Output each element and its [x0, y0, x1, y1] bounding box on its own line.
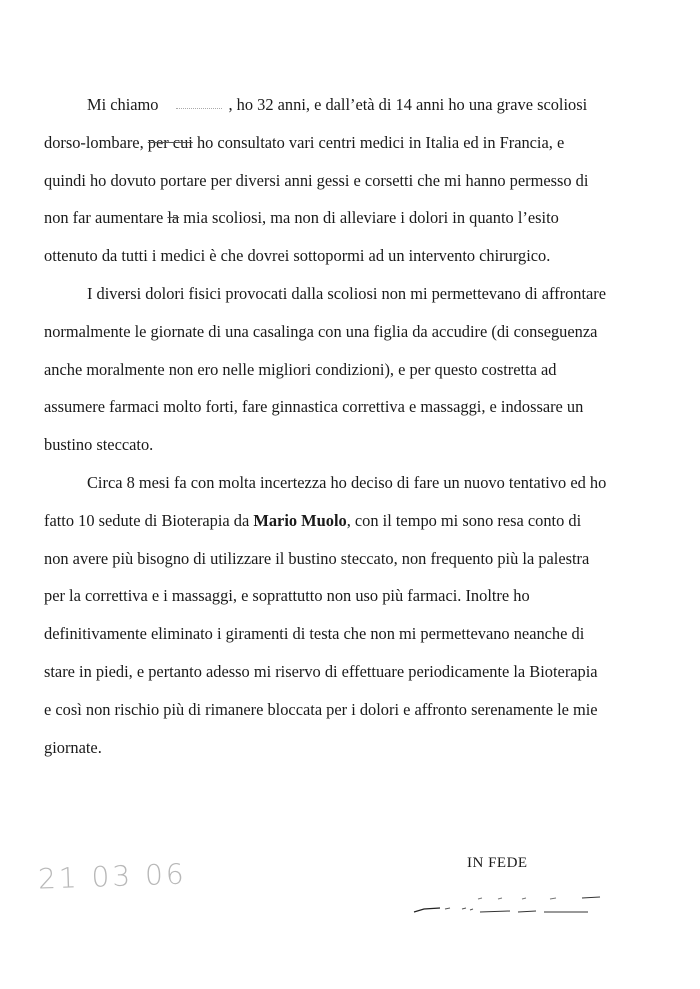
text-line: non far aumentare la mia scoliosi, ma non di alleviare i dolori in quanto l’esito — [44, 208, 559, 228]
text-line: stare in piedi, e pertanto adesso mi riservo di effettuare periodicamente la Bioterapia — [44, 661, 598, 681]
text-line: Mi chiamo , ho 32 anni, e dall’età di 14 anni ho una grave scoliosi — [87, 95, 588, 114]
text-line: anche moralmente non ero nelle migliori condizioni), e per questo costretta ad — [44, 359, 557, 379]
struck-text: la — [167, 208, 180, 228]
redacted-name — [158, 99, 228, 113]
paragraph-1 — [44, 86, 644, 275]
closing-text: IN FEDE — [467, 855, 528, 871]
text-line: giornate. — [44, 737, 102, 757]
text-line: dorso-lombare, per cui ho consultato vari centri medici in Italia ed in Francia, e — [44, 132, 565, 152]
text-line: e così non rischio più di rimanere bloccata per i dolori e affronto serenamente le mie — [44, 699, 598, 719]
text-line: per la correttiva e i massaggi, e soprattutto non uso più farmaci. Inoltre ho — [44, 586, 530, 606]
text-line: non avere più bisogno di utilizzare il bustino steccato, non frequento più la palestra — [44, 548, 590, 568]
handwritten-date: 21 03 06 — [37, 857, 188, 896]
text-line: quindi ho dovuto portare per diversi anni gessi e corsetti che mi hanno permesso di — [44, 170, 589, 190]
paragraph-3 — [44, 464, 644, 766]
text-line: I diversi dolori fisici provocati dalla scoliosi non mi permettevano di affrontare — [87, 283, 607, 303]
text-line: Circa 8 mesi fa con molta incertezza ho deciso di fare un nuovo tentativo ed ho — [87, 472, 607, 492]
letter-body — [44, 86, 644, 766]
paragraph-2 — [44, 275, 644, 464]
struck-text: per cui — [147, 132, 193, 152]
text-line: ottenuto da tutti i medici è che dovrei sottopormi ad un intervento chirurgico. — [44, 246, 551, 266]
text-line: definitivamente eliminato i giramenti di testa che non mi permettevano neanche di — [44, 624, 585, 644]
therapist-name: Mario Muolo — [253, 510, 347, 530]
text-line: assumere farmaci molto forti, fare ginnastica correttiva e massaggi, e indossare un — [44, 397, 584, 417]
text-line: bustino steccato. — [44, 435, 154, 455]
text-line: normalmente le giornate di una casalinga con una figlia da accudire (di conseguenza — [44, 321, 598, 341]
redacted-signature — [410, 888, 610, 918]
text-line: fatto 10 sedute di Bioterapia da Mario Muolo, con il tempo mi sono resa conto di — [44, 510, 582, 530]
